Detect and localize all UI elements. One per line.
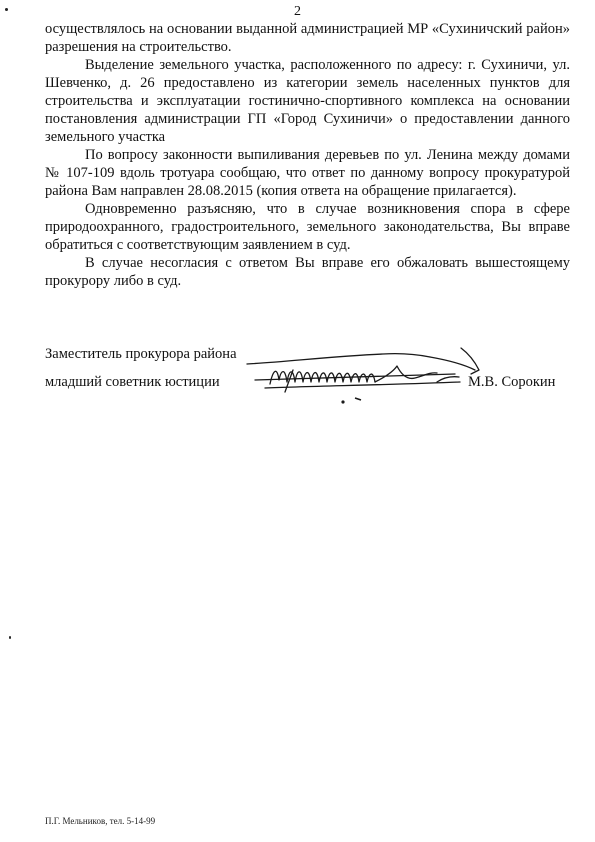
- executor-footer: П.Г. Мельников, тел. 5-14-99: [45, 816, 156, 826]
- scan-speck: [5, 8, 8, 11]
- paragraph-tree-cutting: По вопросу законности выпиливания деревьев по ул. Ленина между домами № 107-109 вдоль тротуара сообщаю, что ответ по данному вопросу прокуратурой района Вам направлен 28.08.2015 (копия ответа на обращение прилагается).: [45, 147, 570, 199]
- scan-speck: [9, 636, 11, 639]
- signatory-rank: младший советник юстиции: [45, 374, 220, 390]
- signatory-position: Заместитель прокурора района: [45, 346, 237, 362]
- paragraph-appeal-rights: В случае несогласия с ответом Вы вправе его обжаловать вышестоящему прокурору либо в суд.: [45, 255, 570, 289]
- paragraph-land-allocation: Выделение земельного участка, расположенного по адресу: г. Сухиничи, ул. Шевченко, д. 26 предоставлено из категории земель населенных пунктов для строительства и эксплуатации гостинично-спортивного комплекса на основании постановления администрации ГП «Город Сухиничи» о предоставлении данного земельного участка: [45, 57, 570, 145]
- page-number: 2: [294, 4, 301, 19]
- paragraph-continuation: осуществлялось на основании выданной администрацией МР «Сухиничский район» разрешения на строительство.: [45, 21, 570, 55]
- handwritten-signature: [225, 340, 485, 410]
- paragraph-dispute-explanation: Одновременно разъясняю, что в случае возникновения спора в сфере природоохранного, градостроительного, земельного законодательства, Вы вправе обратиться с соответствующим заявлением в суд.: [45, 201, 570, 253]
- signatory-name: М.В. Сорокин: [468, 374, 556, 390]
- letter-body: [45, 20, 570, 290]
